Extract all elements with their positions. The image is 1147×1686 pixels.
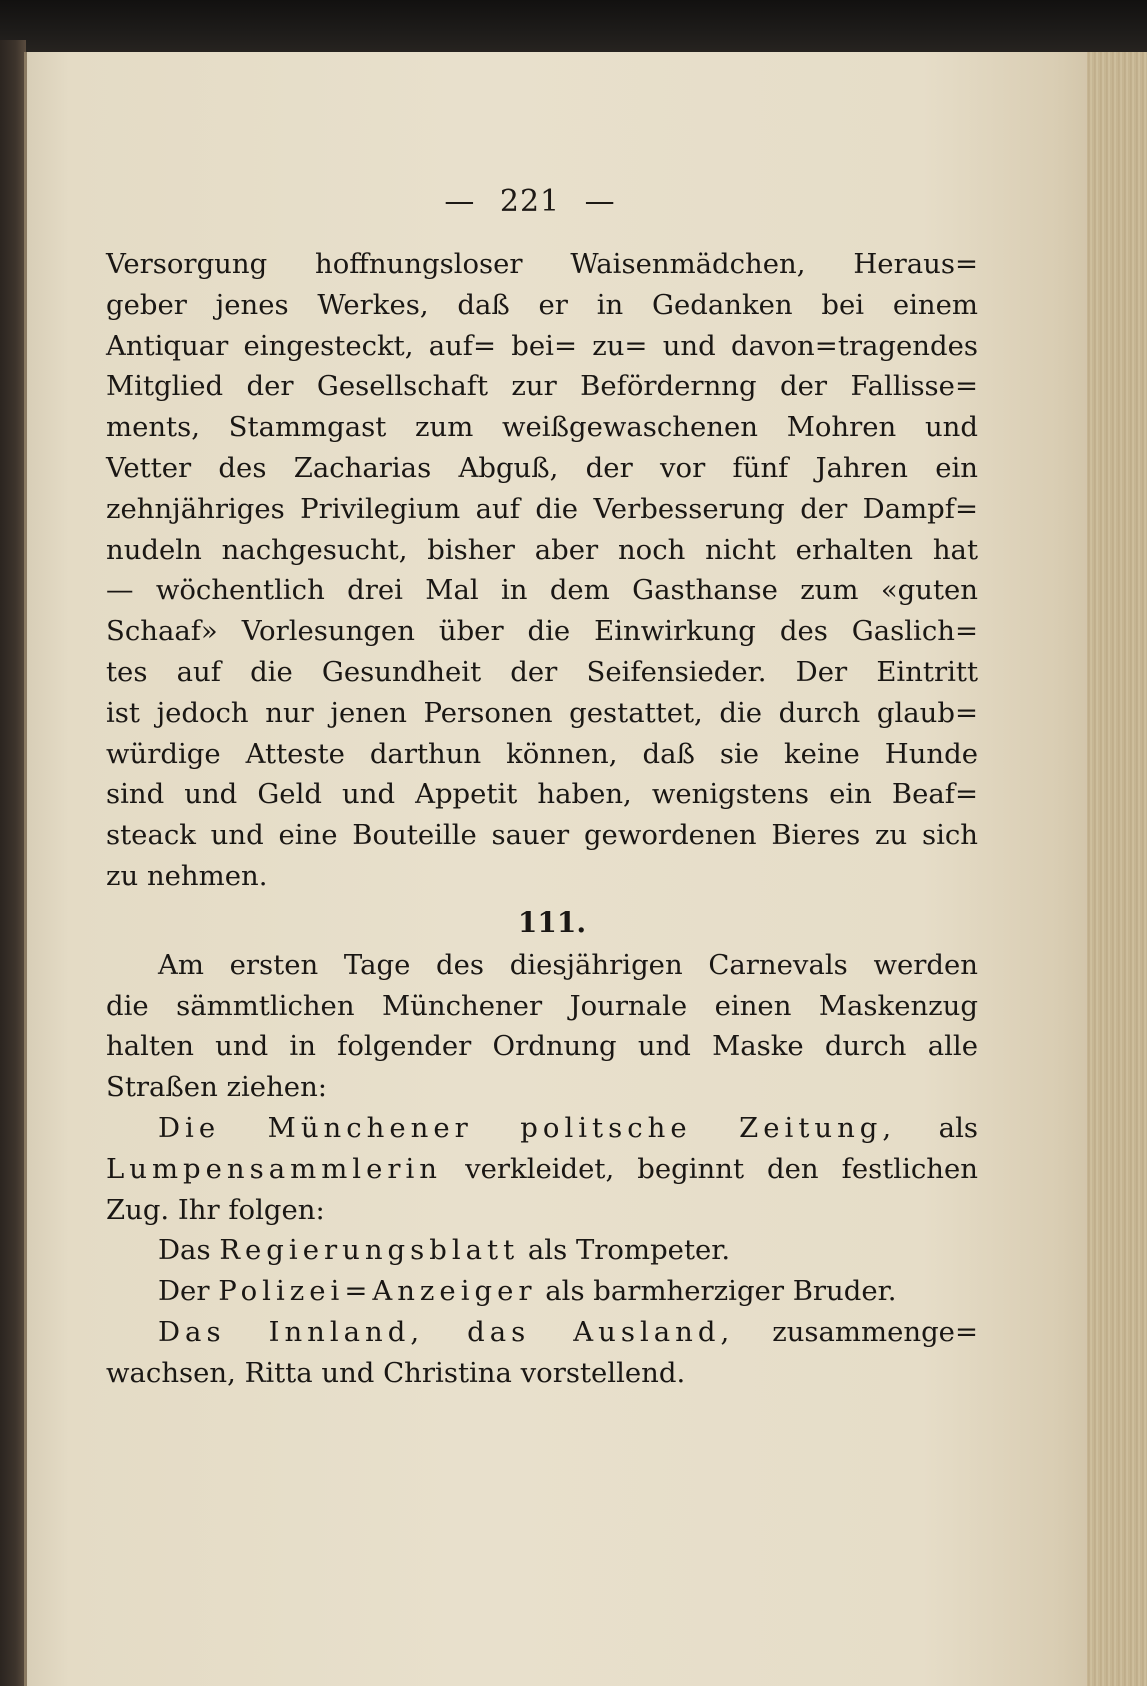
book-cover-top-edge [0, 0, 1147, 60]
text-line: steack und eine Bouteille sauer gewordenen Bieres zu sich [106, 819, 978, 852]
spaced-title-polizei-anzeiger: Polizei=Anzeiger [218, 1275, 537, 1308]
text-line: Zug. Ihr folgen: [106, 1193, 325, 1226]
text-fragment: als [896, 1111, 978, 1144]
header-dash-left: — [444, 184, 476, 219]
text-line: zehnjähriges Privilegium auf die Verbesserung der Dampf= [106, 492, 978, 525]
text-fragment: als barmherziger Bruder. [536, 1275, 897, 1308]
text-line: halten und in folgender Ordnung und Maske durch alle [106, 1030, 978, 1063]
header-dash-right: — [584, 184, 616, 219]
spaced-title-innland-ausland: Das Innland, das Ausland, [158, 1315, 735, 1348]
spaced-title-regierungsblatt: Regierungsblatt [219, 1234, 520, 1267]
page-number: 221 [499, 184, 561, 219]
text-line [106, 1149, 978, 1190]
text-line: sind und Geld und Appetit haben, wenigstens ein Beaf= [106, 778, 978, 811]
text-line: Am ersten Tage des diesjährigen Carnevals werden [158, 948, 978, 981]
text-line: Antiquar eingesteckt, auf= bei= zu= und davon=tragendes [106, 329, 978, 362]
text-fragment: zusammenge= [734, 1315, 978, 1348]
text-line [106, 1230, 978, 1271]
text-line: tes auf die Gesundheit der Seifensieder. Der Eintritt [106, 655, 978, 688]
spaced-word-lumpensammlerin: Lumpensammlerin [106, 1152, 443, 1185]
text-fragment: Das [158, 1234, 220, 1267]
text-line: zu nehmen. [106, 859, 268, 892]
text-line: geber jenes Werkes, daß er in Gedanken bei einem [106, 288, 978, 321]
page-stack-edges [1087, 52, 1147, 1686]
text-fragment: verkleidet, beginnt den festlichen [442, 1152, 978, 1185]
text-line: würdige Atteste darthun können, daß sie keine Hunde [106, 737, 978, 770]
page-body [106, 244, 978, 1394]
book-page [24, 52, 1147, 1686]
text-line [106, 1312, 978, 1353]
text-line: wachsen, Ritta und Christina vorstellend. [106, 1356, 686, 1389]
text-line: ist jedoch nur jenen Personen gestattet, die durch glaub= [106, 696, 978, 729]
text-line [106, 1108, 978, 1149]
book-cover-left-edge [0, 40, 26, 1686]
text-line: nudeln nachgesucht, bisher aber noch nicht erhalten hat [106, 533, 978, 566]
text-line: Vetter des Zacharias Abguß, der vor fünf Jahren ein [106, 451, 978, 484]
text-line: Mitglied der Gesellschaft zur Befördernng der Fallisse= [106, 370, 978, 403]
page-header [24, 184, 1036, 219]
text-fragment: Der [158, 1275, 219, 1308]
text-line: Schaaf» Vorlesungen über die Einwirkung des Gaslich= [106, 615, 978, 648]
spaced-title-munchener-zeitung: Die Münchener politsche Zeitung, [158, 1111, 897, 1144]
text-fragment: als Trompeter. [519, 1234, 731, 1267]
text-line [106, 1271, 978, 1312]
text-line: Versorgung hoffnungsloser Waisenmädchen, Heraus= [106, 248, 978, 280]
section-number: 111. [517, 905, 587, 939]
page-gutter [24, 52, 27, 1686]
text-line: ments, Stammgast zum weißgewaschenen Mohren und [106, 411, 978, 444]
text-line: — wöchentlich drei Mal in dem Gasthanse zum «guten [106, 574, 978, 607]
text-line: Straßen ziehen: [106, 1071, 328, 1104]
text-line: die sämmtlichen Münchener Journale einen Maskenzug [106, 989, 978, 1022]
